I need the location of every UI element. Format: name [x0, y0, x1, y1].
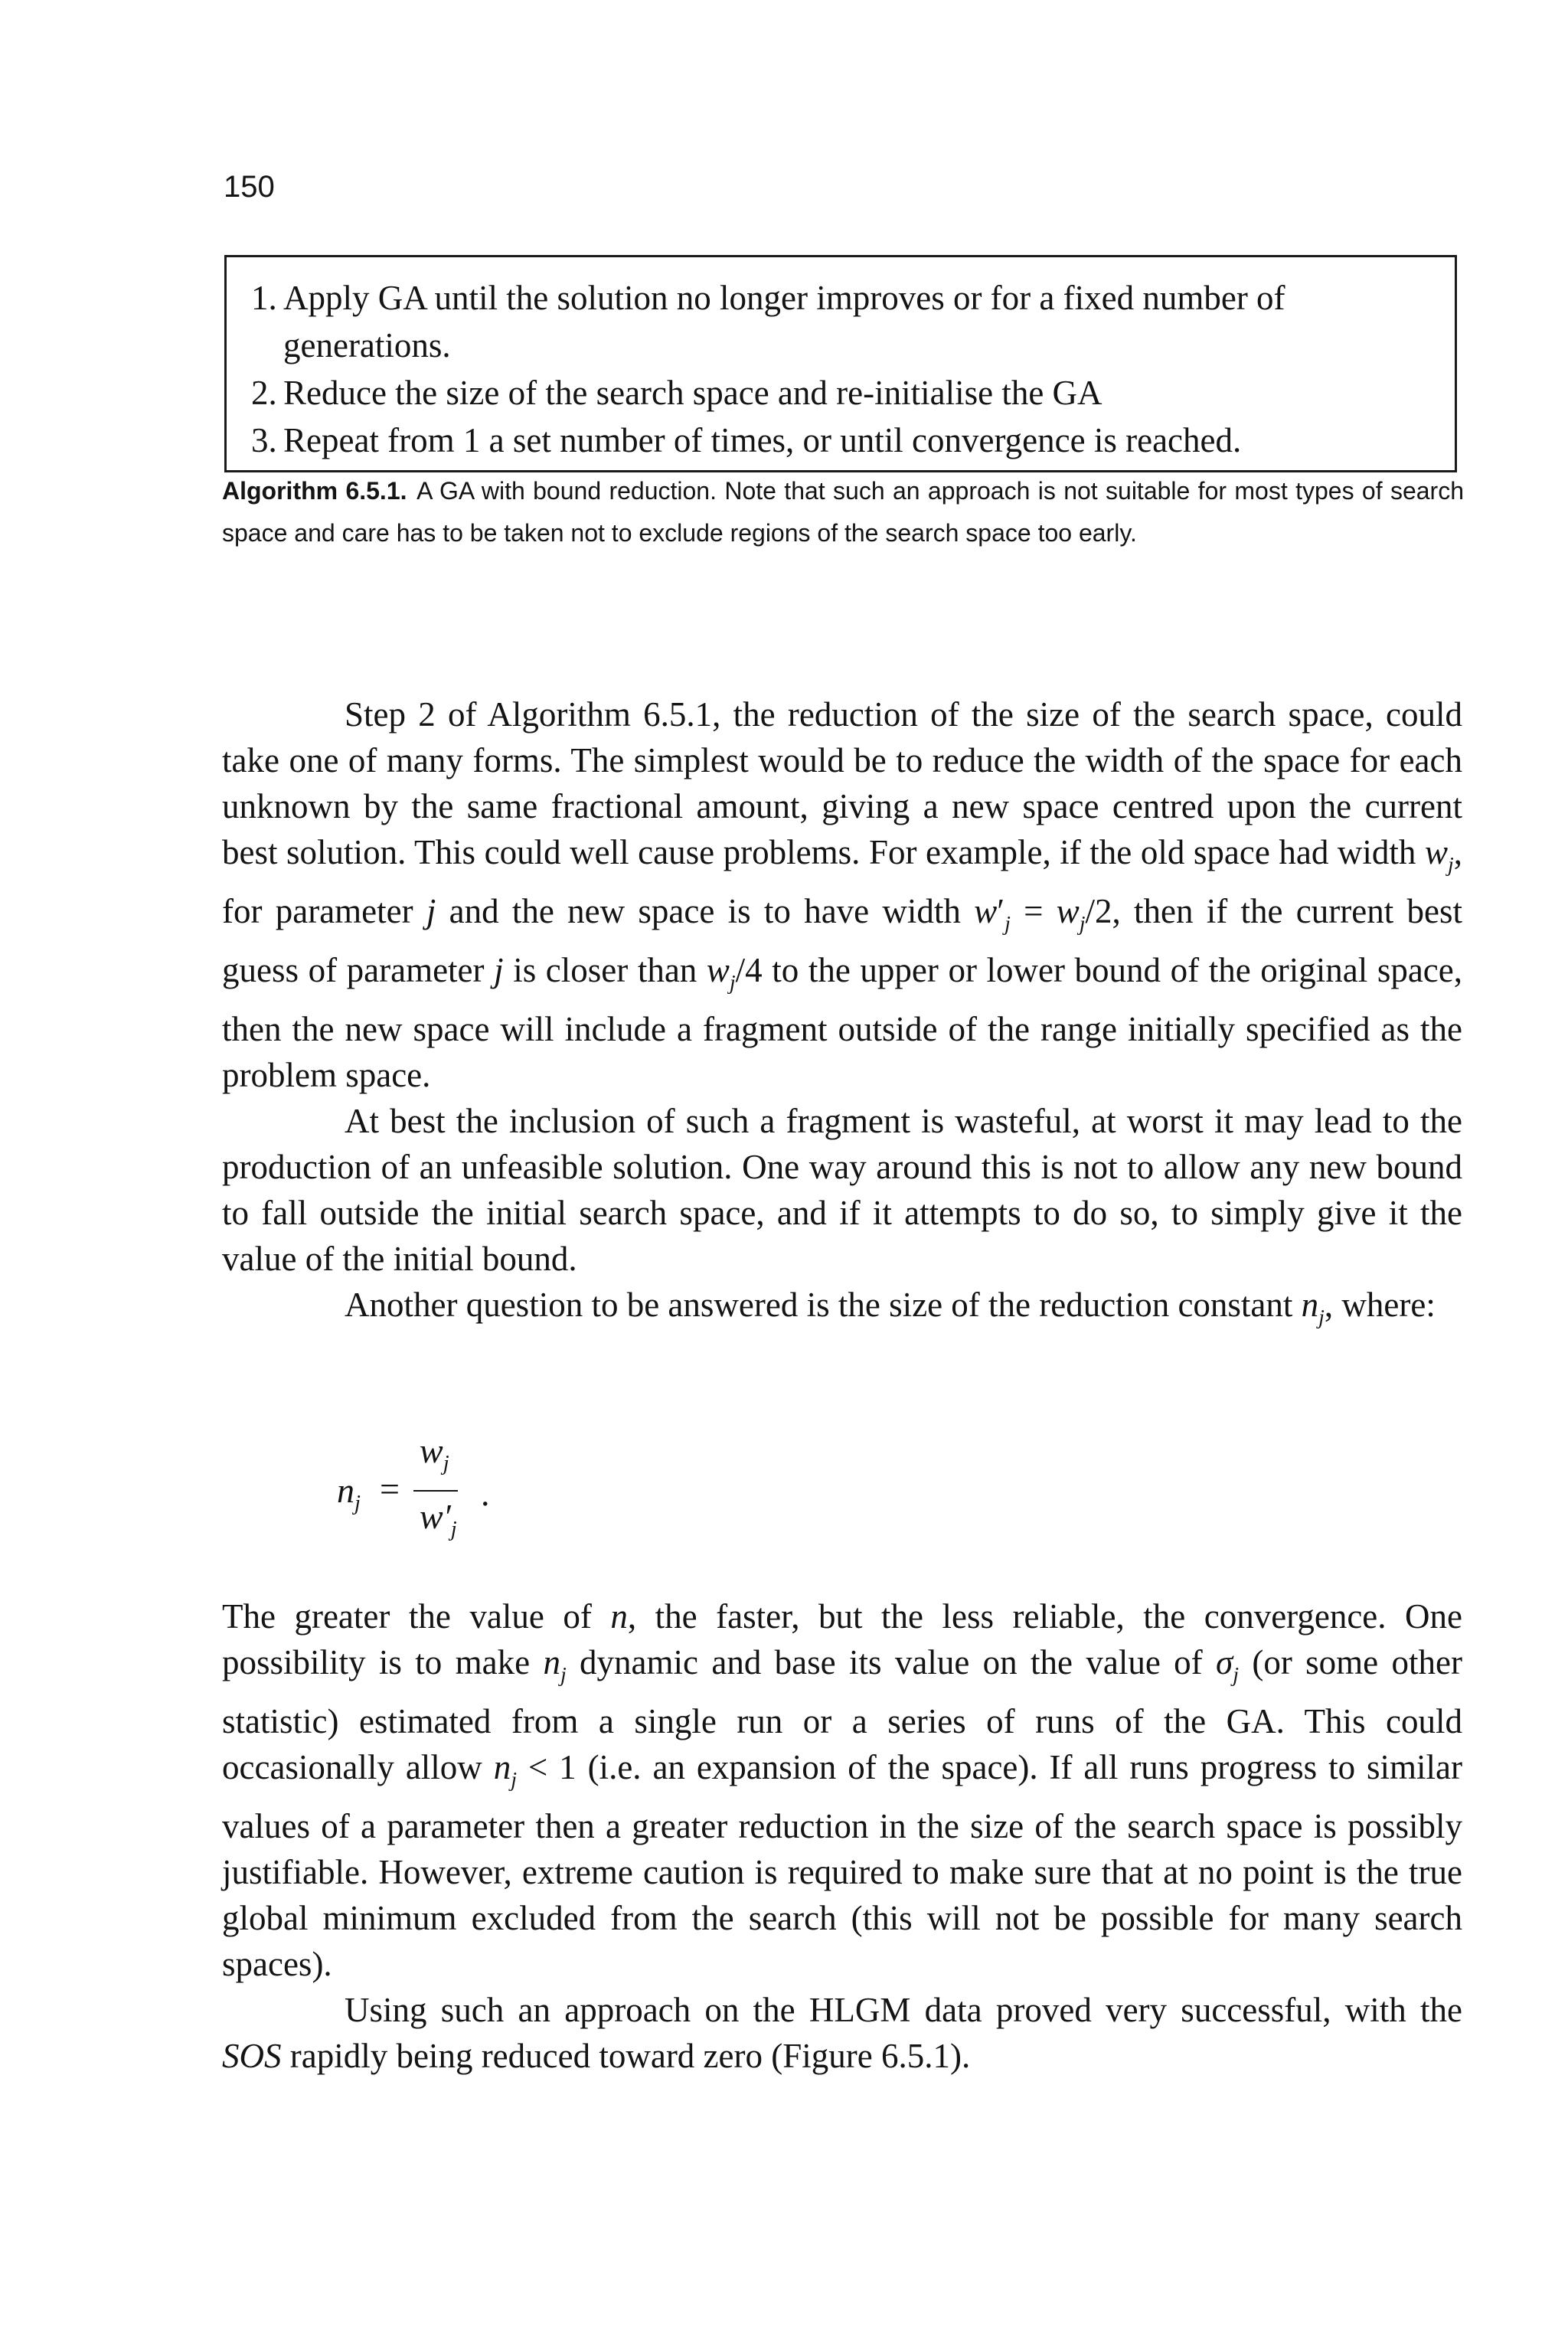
paragraph-3: Another question to be answered is the size of the reduction constant $n_j$, where: [345, 1286, 1436, 1329]
paragraph-1: Step 2 of Algorithm 6.5.1, the reduction of the size of the search space, could take one of many forms. The simplest would be to reduce the width of the space for each unknown by the same fractional amount, giving a new space centred upon the current best solution. This could well cause problems. For example, if the old space had width $w_j$, for parameter j and the new space is to have width $w'_j = w_j/2$, then if the current best guess of parameter j is closer than $w_j/4$ to the upper or lower bound of the original space, then the new space will include a fragment outside of the range initially specified as the problem space. [222, 695, 1462, 1094]
algorithm-box [224, 255, 1457, 472]
paragraph-4: The greater the value of n, the faster, but the less reliable, the convergence. One possibility is to make $n_j$ dynamic and base its value on the value of $\sigma_j$ (or some other statistic) estimated from a single run or a series of runs of the GA. This could occasionally allow $n_j < 1$ (i.e. an expansion of the space). If all runs progress to similar values of a parameter then a greater reduction in the size of the search space is possibly justifiable. However, extreme caution is required to make sure that at no point is the true global minimum excluded from the search (this will not be possible for many search spaces). [222, 1597, 1463, 1983]
equation-lhs: $n_j$ [337, 1471, 361, 1516]
reduction-constant-equation [337, 1430, 567, 1560]
step-number: 3. [251, 421, 277, 459]
equation-numerator: $w_j$ [420, 1431, 449, 1476]
algorithm-step-3 [251, 417, 1447, 464]
step-number: 1. [251, 279, 277, 317]
equation-period: . [481, 1474, 490, 1513]
step-text: Reduce the size of the search space and re-initialise the GA [283, 374, 1102, 412]
equals-sign: = [380, 1469, 400, 1508]
algorithm-caption [222, 470, 1464, 554]
caption-label: Algorithm 6.5.1. [222, 477, 407, 505]
body-text-continued [222, 1593, 1462, 2079]
step-number: 2. [251, 374, 277, 412]
fraction-bar [413, 1490, 458, 1492]
step-text: generations. [283, 326, 451, 364]
page-number: 150 [224, 170, 275, 204]
body-text [222, 691, 1462, 1341]
step-text: Repeat from 1 a set number of times, or until convergence is reached. [283, 421, 1242, 459]
paragraph-2: At best the inclusion of such a fragment is wasteful, at worst it may lead to the production of an unfeasible solution. One way around this is not to allow any new bound to fall outside the initial search space, and if it attempts to do so, to simply give it the value of the initial bound. [222, 1102, 1462, 1278]
algorithm-step-1 [251, 274, 1447, 322]
caption-text: A GA with bound reduction. Note that such an approach is not suitable for most types of search space and care has to be taken not to exclude regions of the search space too early. [222, 477, 1465, 547]
equation-denominator: $w'_j$ [420, 1497, 457, 1542]
step-text: Apply GA until the solution no longer improves or for a fixed number of [283, 279, 1285, 317]
algorithm-step-2 [251, 369, 1447, 417]
paragraph-5: Using such an approach on the HLGM data proved very successful, with the SOS rapidly being reduced toward zero (Figure 6.5.1). [222, 1991, 1462, 2075]
